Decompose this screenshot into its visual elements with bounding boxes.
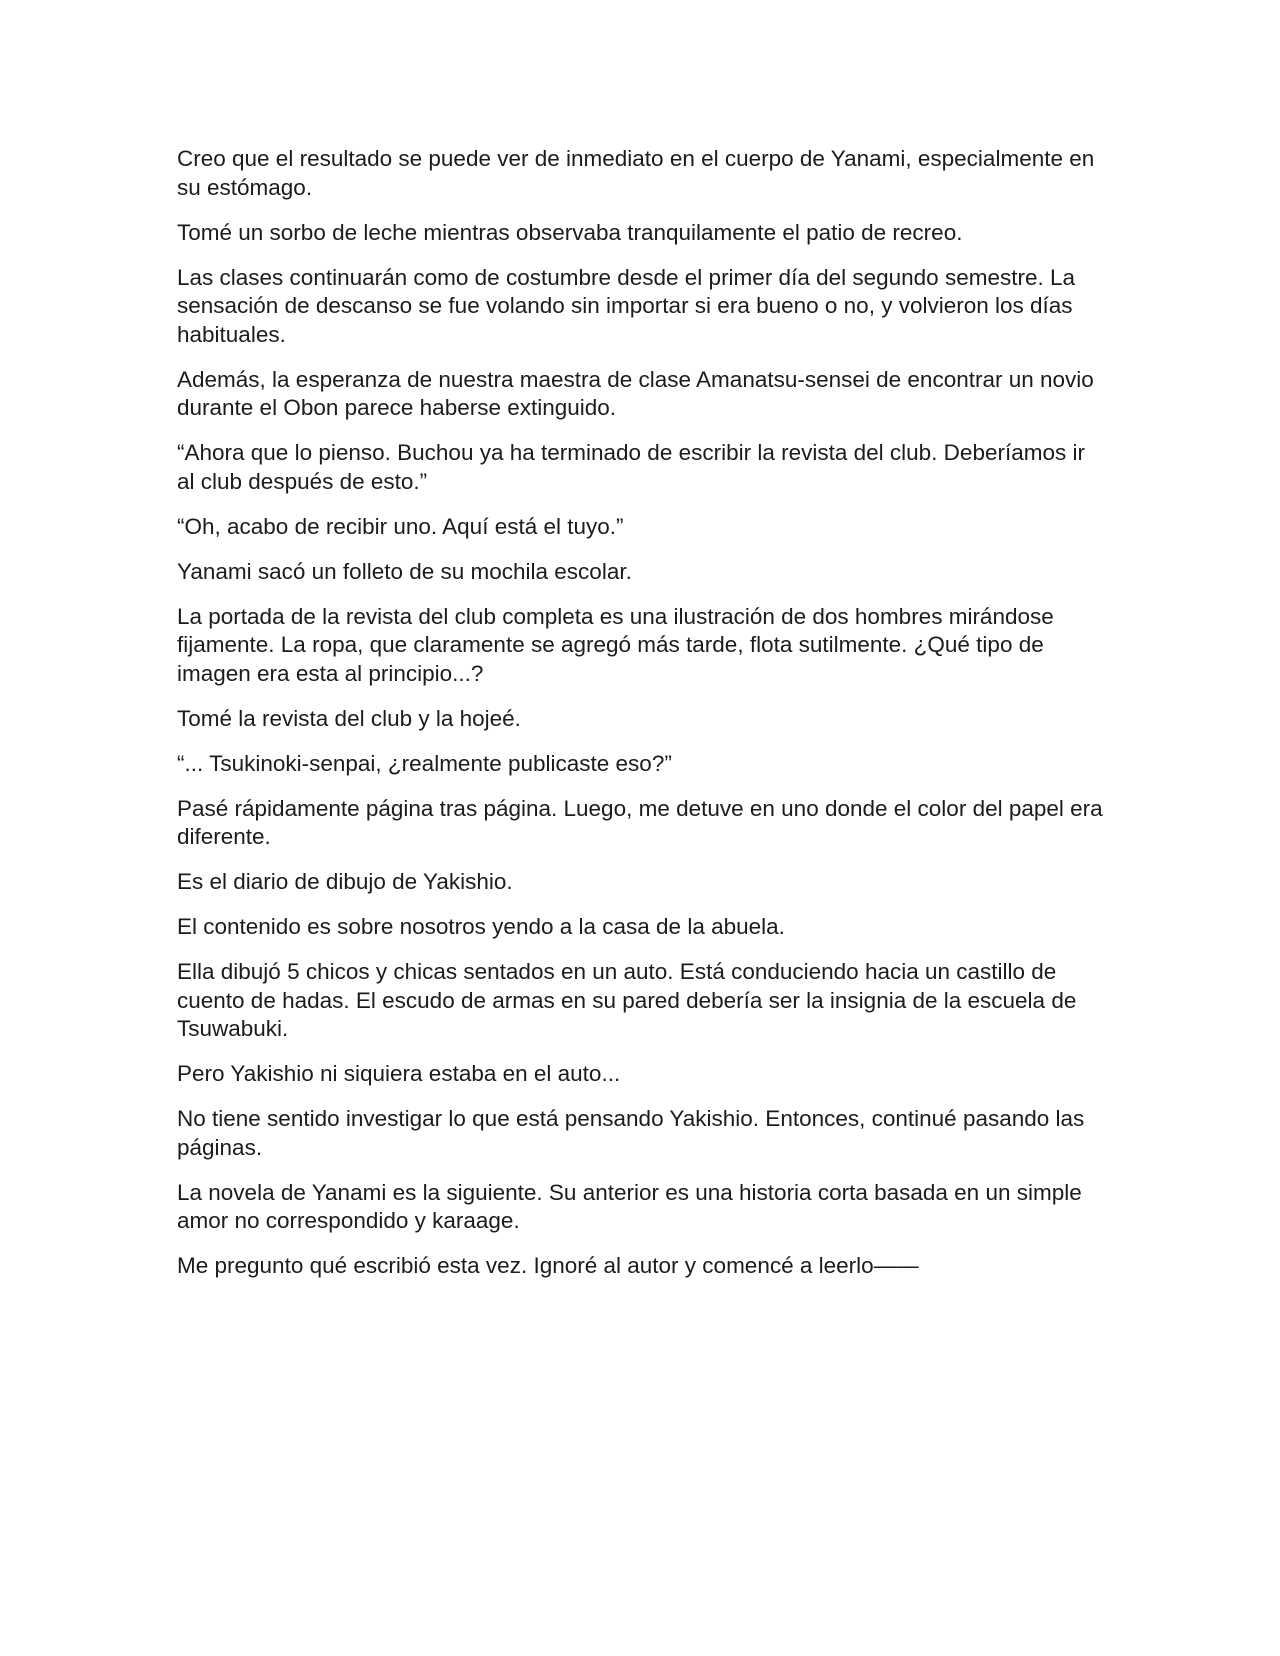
paragraph: Me pregunto qué escribió esta vez. Ignoré al autor y comencé a leerlo—— [177,1253,919,1278]
paragraph: No tiene sentido investigar lo que está pensando Yakishio. Entonces, continué pasando las páginas. [177,1106,1085,1160]
paragraph: El contenido es sobre nosotros yendo a la casa de la abuela. [177,914,785,939]
paragraph: Yanami sacó un folleto de su mochila escolar. [177,558,632,584]
body-text [177,145,1107,1297]
paragraph: Ella dibujó 5 chicos y chicas sentados en un auto. Está conduciendo hacia un castillo de cuento de hadas. El escudo de armas en su pared debería ser la insignia de la escuela de Tsuwabuki. [177,959,1077,1041]
paragraph: Pero Yakishio ni siquiera estaba en el auto... [177,1061,621,1086]
paragraph: “Ahora que lo pienso. Buchou ya ha terminado de escribir la revista del club. Deberíamos ir al club después de esto.” [177,440,1085,494]
paragraph: “... Tsukinoki-senpai, ¿realmente publicaste eso?” [177,750,672,776]
paragraph: Pasé rápidamente página tras página. Luego, me detuve en uno donde el color del papel era diferente. [177,795,1103,849]
paragraph: “Oh, acabo de recibir uno. Aquí está el tuyo.” [177,513,624,539]
paragraph: Tomé la revista del club y la hojeé. [177,705,521,731]
paragraph: Las clases continuarán como de costumbre desde el primer día del segundo semestre. La sensación de descanso se fue volando sin importar si era bueno o no, y volvieron los días habituales. [177,264,1076,347]
paragraph: La portada de la revista del club completa es una ilustración de dos hombres mirándose fijamente. La ropa, que claramente se agregó más tarde, flota sutilmente. ¿Qué tipo de imagen era esta al principio...? [177,603,1054,686]
paragraph: La novela de Yanami es la siguiente. Su anterior es una historia corta basada en un simple amor no correspondido y karaage. [177,1179,1082,1233]
paragraph: Es el diario de dibujo de Yakishio. [177,869,513,894]
paragraph: Además, la esperanza de nuestra maestra de clase Amanatsu-sensei de encontrar un novio durante el Obon parece haberse extinguido. [177,366,1094,420]
paragraph: Creo que el resultado se puede ver de inmediato en el cuerpo de Yanami, especialmente en su estómago. [177,146,1095,200]
paragraph: Tomé un sorbo de leche mientras observaba tranquilamente el patio de recreo. [177,219,963,245]
